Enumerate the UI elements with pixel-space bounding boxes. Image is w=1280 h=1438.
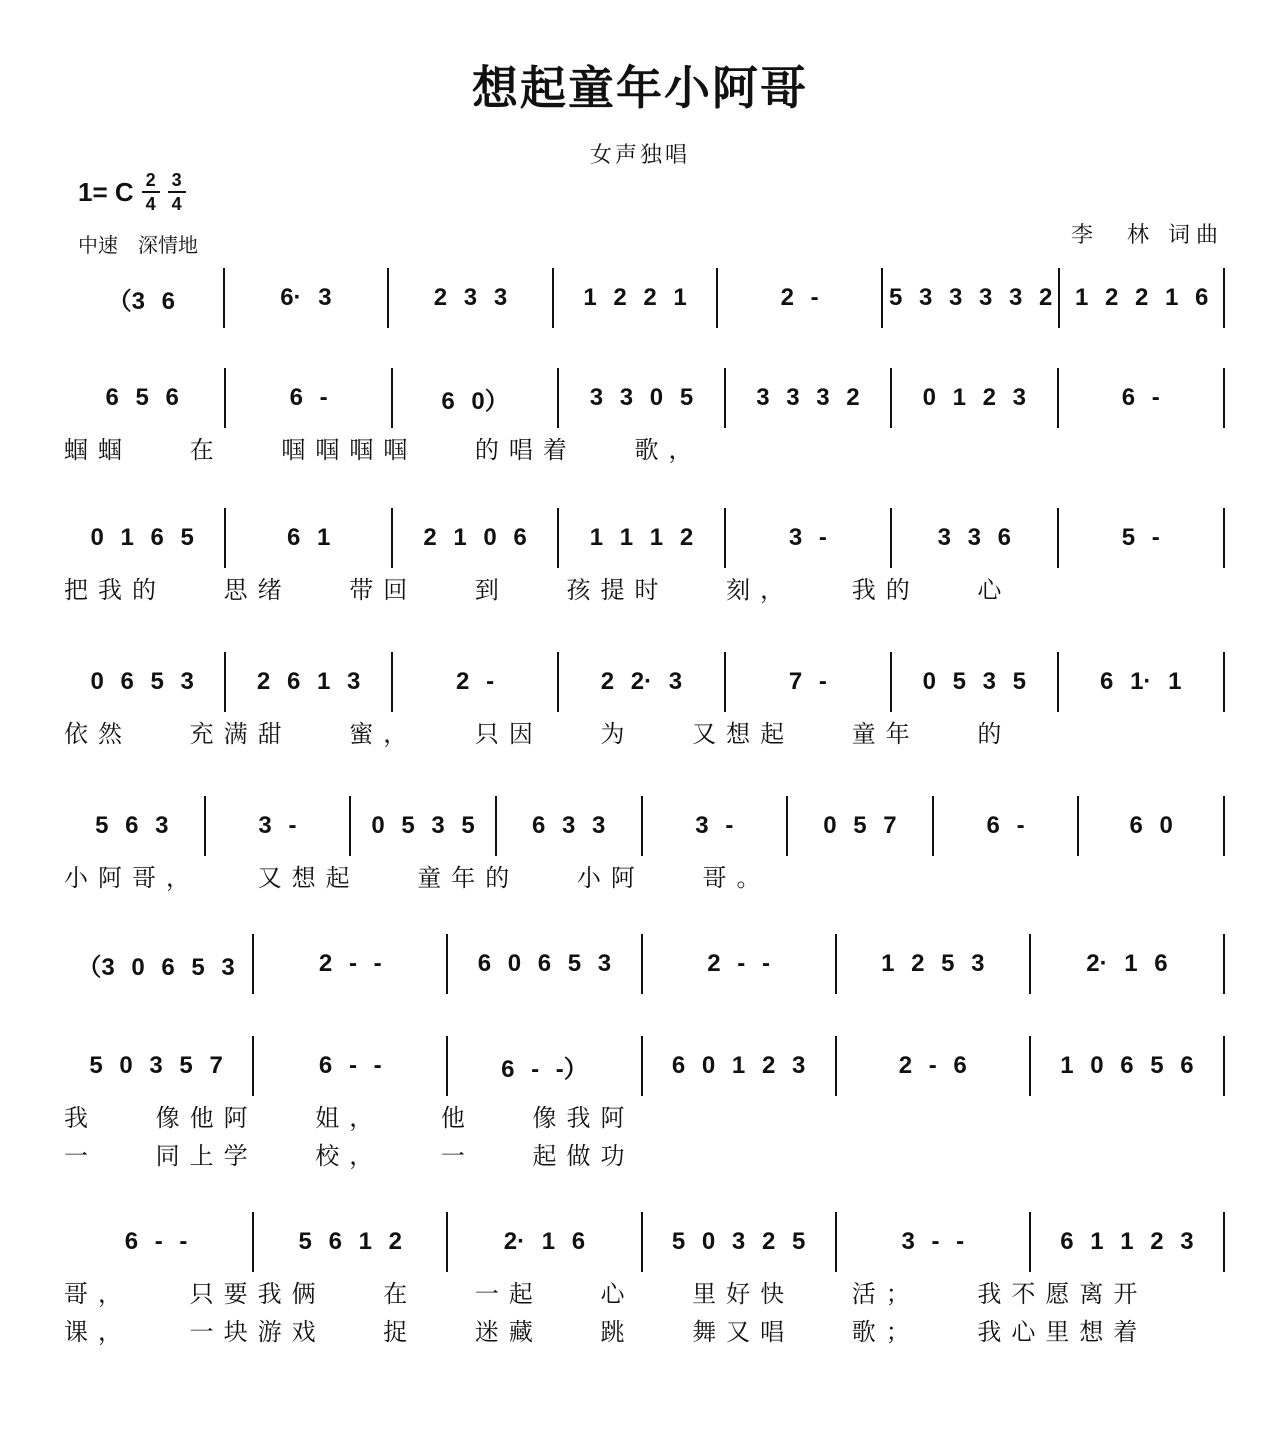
lyrics-text: 小阿哥， 又想起 童年的 小阿 哥。 xyxy=(64,863,771,892)
lyrics-text: 我 像他阿 姐， 他 像我阿 xyxy=(64,1103,635,1132)
measure-notes: （3 6 xyxy=(107,287,175,315)
measure xyxy=(1031,1212,1225,1272)
measure-notes: 6 - - xyxy=(124,1228,188,1255)
measure xyxy=(559,368,725,428)
measure xyxy=(892,368,1058,428)
key-label: 1= C xyxy=(78,176,134,207)
measure-notes: 2 - 6 xyxy=(898,1052,967,1079)
measure-notes: 5 0 3 2 5 xyxy=(671,1228,806,1255)
measure xyxy=(726,508,892,568)
measure xyxy=(226,368,392,428)
notes-row xyxy=(60,368,1225,428)
measure-notes: 6 1 1 2 3 xyxy=(1060,1228,1194,1255)
measure-notes: 3 3 3 2 xyxy=(756,384,860,411)
measure-notes: 3 3 0 5 xyxy=(589,384,694,411)
measure-notes: 1 2 5 3 xyxy=(881,950,985,977)
measure-notes: 2· 1 6 xyxy=(1086,950,1168,977)
measure-notes: 5 - xyxy=(1121,524,1160,551)
measure-notes: 6 - - xyxy=(318,1052,382,1079)
measure-notes: 0 1 2 3 xyxy=(922,384,1027,411)
measure xyxy=(254,1212,448,1272)
measure xyxy=(643,796,789,856)
measure-notes: 2· 1 6 xyxy=(503,1228,586,1255)
lyrics-text: 课， 一块游戏 捉 迷藏 跳 舞又唱 歌； 我心里想着 xyxy=(64,1317,1148,1346)
measure-notes: 2 - xyxy=(456,668,495,695)
measure-notes: 6 0 xyxy=(1129,812,1173,839)
measure-notes: 6 1· 1 xyxy=(1100,668,1182,695)
measure xyxy=(643,1212,837,1272)
measure-notes: 2 - - xyxy=(707,950,770,977)
measure xyxy=(1031,1036,1225,1096)
lyrics-line xyxy=(60,1096,1225,1134)
measure-notes: 2 6 1 3 xyxy=(256,668,361,695)
measure xyxy=(60,652,226,712)
measure xyxy=(559,508,725,568)
measure xyxy=(60,1036,254,1096)
measure-notes: 7 - xyxy=(788,668,827,695)
measure xyxy=(351,796,497,856)
key-signature xyxy=(78,170,186,214)
staff-line xyxy=(60,1212,1225,1348)
credit-lyricist-composer: 李 林 词曲 xyxy=(1071,223,1224,248)
measure xyxy=(1060,268,1225,328)
staff-line xyxy=(60,796,1225,894)
measure-notes: 6 0 6 5 3 xyxy=(477,950,612,977)
measure xyxy=(837,1036,1031,1096)
measure-notes: 2 3 3 xyxy=(433,284,508,311)
measure-notes: 6 - -） xyxy=(501,1055,588,1083)
measure xyxy=(226,652,392,712)
measure xyxy=(1031,934,1225,994)
measure-notes: 6 0） xyxy=(441,387,509,415)
measure-notes: 5 3 3 3 3 2 xyxy=(888,284,1053,311)
measure-notes: （3 0 6 5 3 xyxy=(77,953,235,981)
measure xyxy=(718,268,883,328)
measure xyxy=(726,652,892,712)
measure xyxy=(254,934,448,994)
measure-notes: 1 2 2 1 6 xyxy=(1074,284,1209,311)
measure xyxy=(393,508,559,568)
measure xyxy=(60,268,225,328)
lyrics-line xyxy=(60,1272,1225,1310)
measure-notes: 6 5 6 xyxy=(105,384,179,411)
lyrics-text: 依然 充满甜 蜜， 只因 为 又想起 童年 的 xyxy=(64,719,1012,748)
notes-row xyxy=(60,796,1225,856)
measure xyxy=(497,796,643,856)
lyrics-line xyxy=(60,856,1225,894)
staff-line xyxy=(60,652,1225,750)
measure-notes: 2 2· 3 xyxy=(600,668,683,695)
measure xyxy=(448,1212,642,1272)
measure xyxy=(934,796,1080,856)
lyrics-text: 把我的 思绪 带回 到 孩提时 刻， 我的 心 xyxy=(64,575,1012,604)
staff-line xyxy=(60,1036,1225,1172)
staff-line xyxy=(60,508,1225,606)
measure xyxy=(1059,652,1225,712)
measure-notes: 2 1 0 6 xyxy=(423,524,527,551)
measure-notes: 5 0 3 5 7 xyxy=(89,1052,223,1079)
measure-notes: 6 1 xyxy=(286,524,331,551)
measure xyxy=(1079,796,1225,856)
measure-notes: 6 - xyxy=(1121,384,1160,411)
measure xyxy=(389,268,554,328)
lyrics-text: 蝈蝈 在 啯啯啯啯 的唱着 歌， xyxy=(64,435,703,464)
measure xyxy=(554,268,719,328)
measure-notes: 6 0 1 2 3 xyxy=(671,1052,806,1079)
measure xyxy=(1059,368,1225,428)
measure xyxy=(448,934,642,994)
measure xyxy=(837,1212,1031,1272)
measure xyxy=(60,508,226,568)
measure xyxy=(60,796,206,856)
lyrics-line xyxy=(60,568,1225,606)
measure xyxy=(225,268,390,328)
lyrics-line xyxy=(60,1310,1225,1348)
lyrics-line xyxy=(60,1134,1225,1172)
measure-notes: 3 - - xyxy=(901,1228,965,1255)
measure xyxy=(883,268,1060,328)
measure-notes: 5 6 1 2 xyxy=(298,1228,402,1255)
measure xyxy=(206,796,352,856)
song-title: 想起童年小阿哥 xyxy=(472,61,808,115)
time-signature-1: $\frac{2}{4}$ xyxy=(142,170,160,214)
measure xyxy=(892,652,1058,712)
measure-notes: 1 2 2 1 xyxy=(583,284,687,311)
staff-line xyxy=(60,368,1225,466)
measure xyxy=(393,368,559,428)
measure xyxy=(60,368,226,428)
notes-row xyxy=(60,652,1225,712)
measure xyxy=(643,1036,837,1096)
measure xyxy=(393,652,559,712)
measure xyxy=(892,508,1058,568)
measure-notes: 0 6 5 3 xyxy=(90,668,194,695)
notes-row xyxy=(60,268,1225,328)
measure xyxy=(60,1212,254,1272)
measure xyxy=(788,796,934,856)
measure-notes: 1 0 6 5 6 xyxy=(1060,1052,1194,1079)
tempo-marking: 中速 深情地 xyxy=(78,233,198,257)
measure xyxy=(1059,508,1225,568)
lyrics-text: 哥， 只要我俩 在 一起 心 里好快 活； 我不愿离开 xyxy=(64,1279,1148,1308)
measure-notes: 2 - xyxy=(780,284,819,311)
measure-notes: 1 1 1 2 xyxy=(589,524,694,551)
measure-notes: 6 - xyxy=(986,812,1025,839)
measure-notes: 3 3 6 xyxy=(937,524,1012,551)
measure xyxy=(726,368,892,428)
notes-row xyxy=(60,1036,1225,1096)
notes-row xyxy=(60,934,1225,994)
measure-notes: 3 - xyxy=(695,812,734,839)
time-signature-2: $\frac{3}{4}$ xyxy=(168,170,186,214)
staff-line xyxy=(60,268,1225,328)
measure-notes: 0 5 7 xyxy=(823,812,897,839)
measure-notes: 6· 3 xyxy=(280,284,332,311)
lyrics-text: 一 同上学 校， 一 起做功 xyxy=(64,1141,635,1170)
measure-notes: 3 - xyxy=(788,524,827,551)
measure-notes: 3 - xyxy=(258,812,297,839)
measure xyxy=(60,934,254,994)
notes-row xyxy=(60,1212,1225,1272)
staff-line xyxy=(60,934,1225,994)
measure xyxy=(226,508,392,568)
lyrics-line xyxy=(60,428,1225,466)
measure xyxy=(559,652,725,712)
measure-notes: 2 - - xyxy=(318,950,382,977)
measure xyxy=(837,934,1031,994)
lyrics-line xyxy=(60,712,1225,750)
notes-row xyxy=(60,508,1225,568)
measure xyxy=(643,934,837,994)
measure-notes: 0 5 3 5 xyxy=(371,812,475,839)
song-subtitle: 女声独唱 xyxy=(589,143,690,168)
measure-notes: 5 6 3 xyxy=(95,812,169,839)
measure-notes: 6 - xyxy=(289,384,328,411)
measure xyxy=(448,1036,642,1096)
measure-notes: 0 5 3 5 xyxy=(922,668,1027,695)
measure-notes: 0 1 6 5 xyxy=(90,524,194,551)
measure xyxy=(254,1036,448,1096)
measure-notes: 6 3 3 xyxy=(531,812,606,839)
